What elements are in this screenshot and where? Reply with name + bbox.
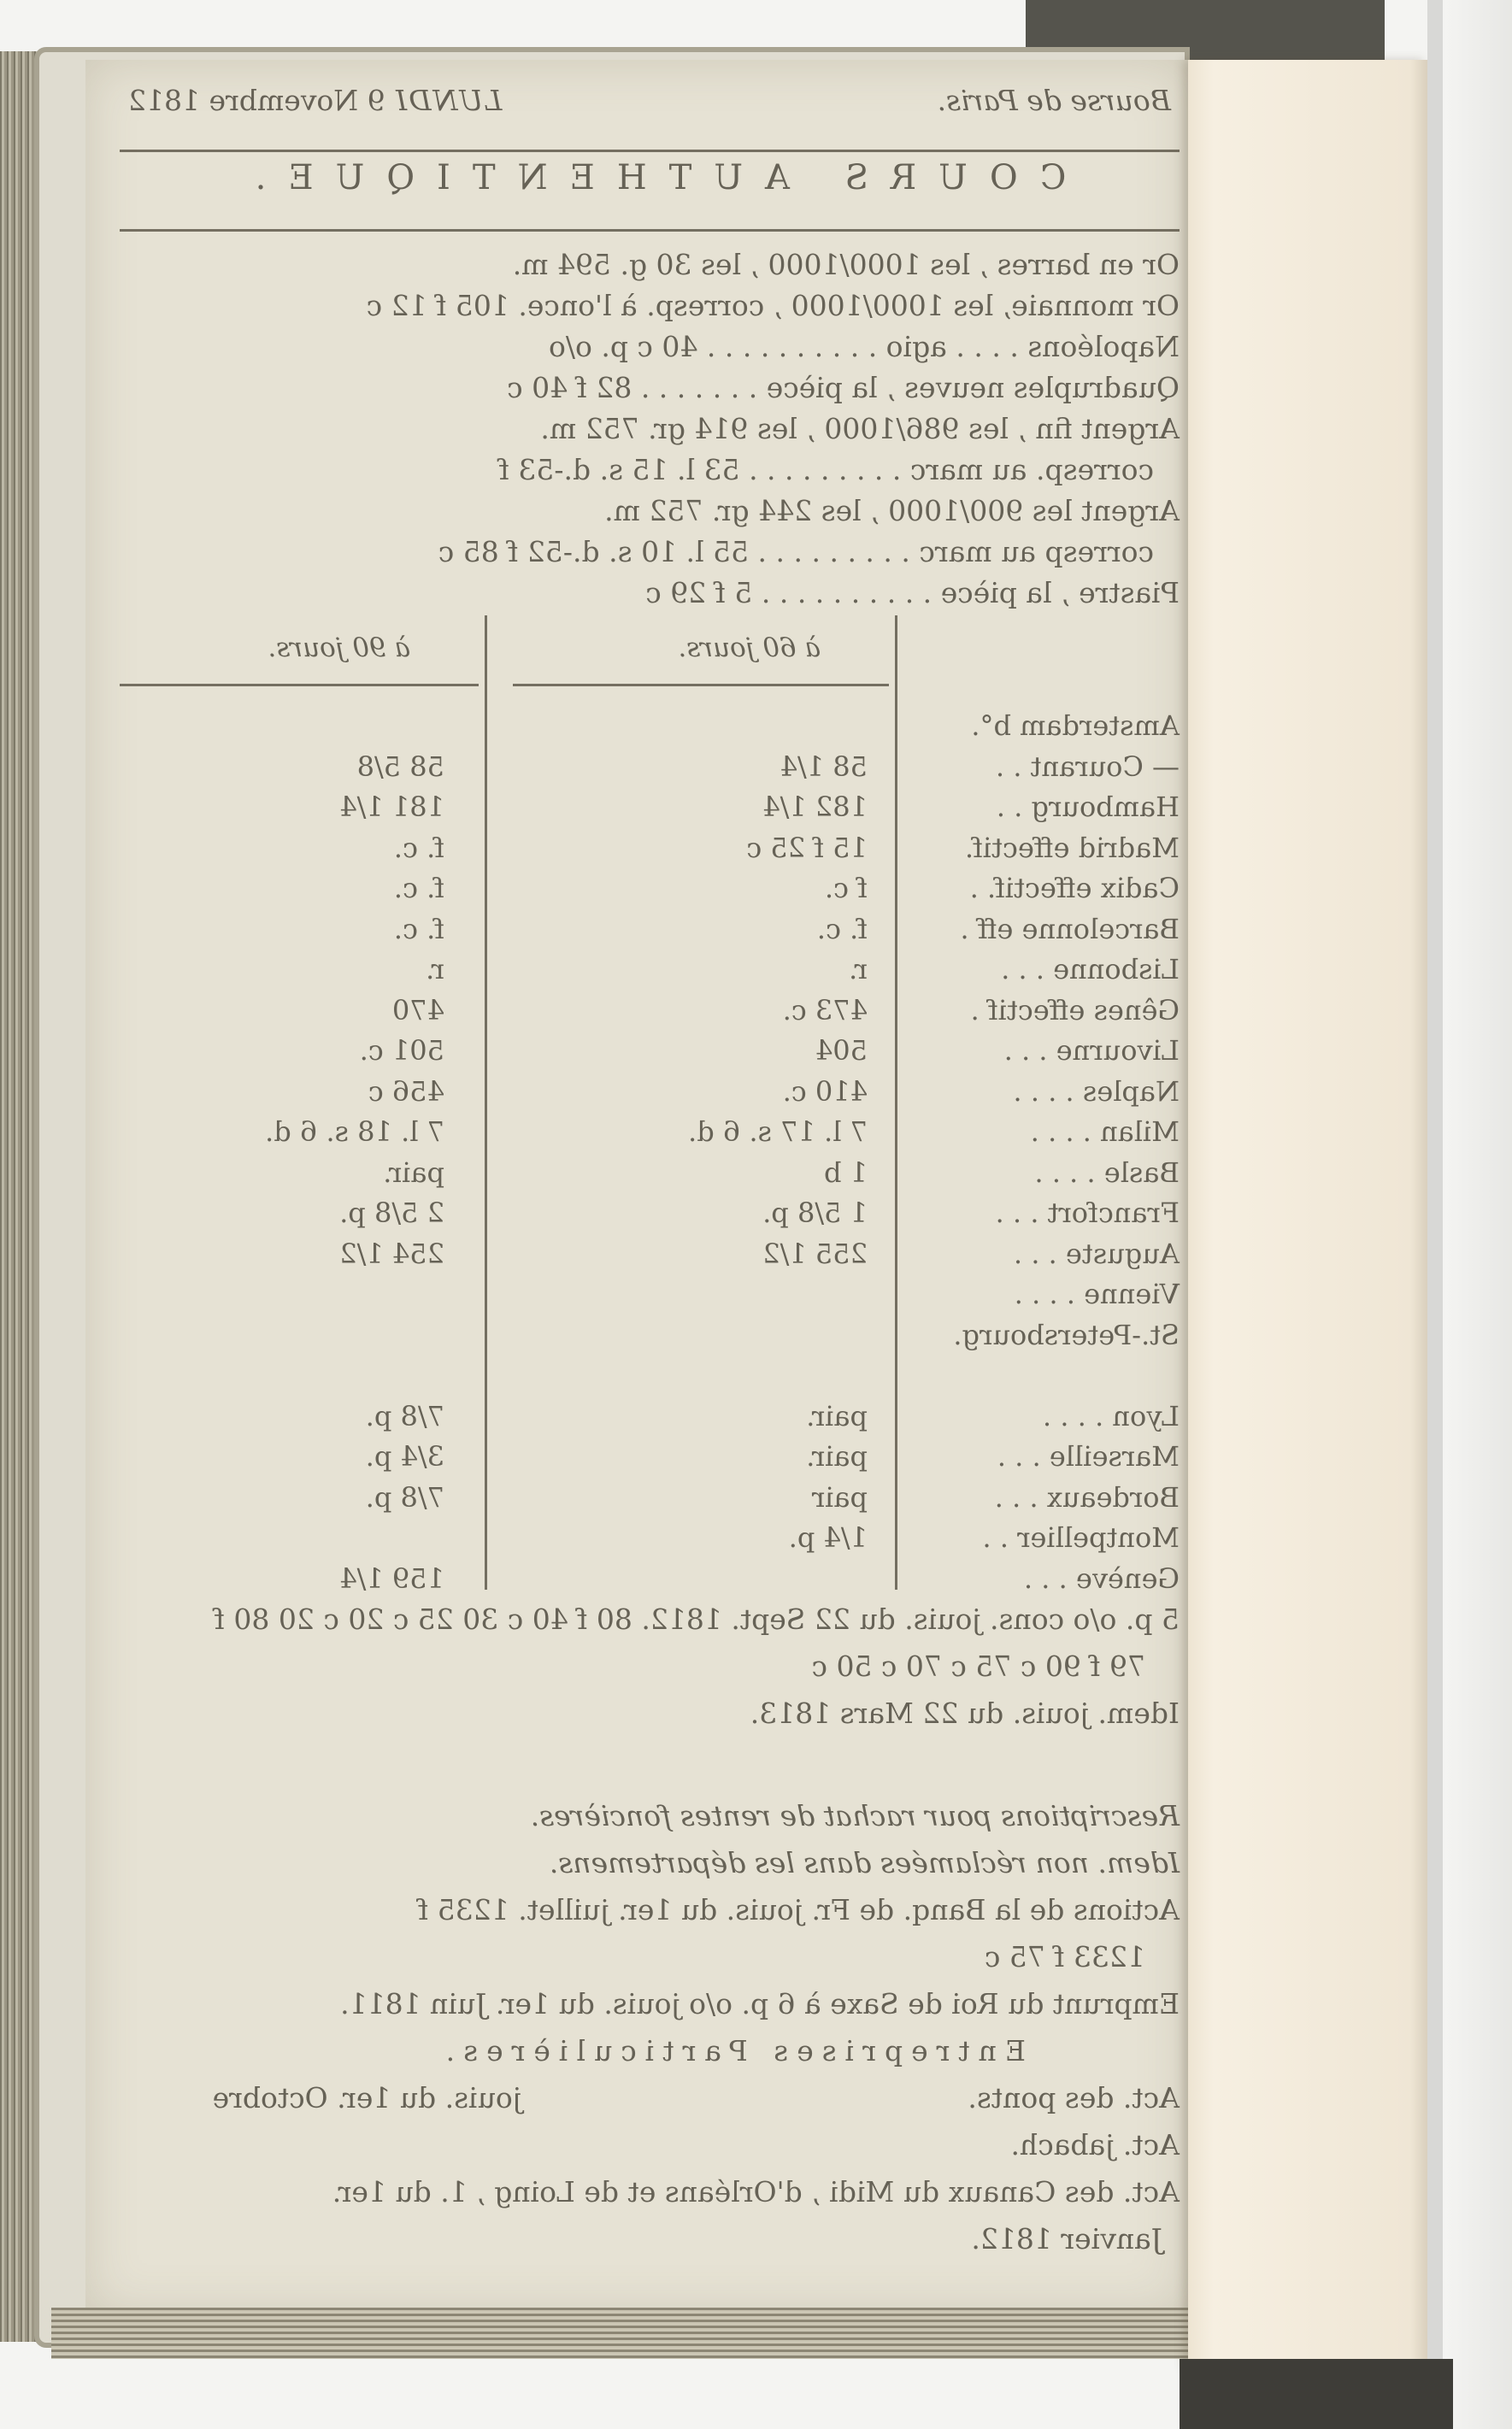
jabach-line: Act. jabach. bbox=[1010, 2128, 1180, 2161]
ponts-label: Act. des ponts. bbox=[968, 2081, 1180, 2114]
exchange-place: Lisbonne . . . bbox=[1001, 953, 1180, 985]
book-bottom-edges bbox=[51, 2308, 1188, 2359]
exchange-place: Bordeaux . . . bbox=[994, 1480, 1180, 1514]
header-date-text: 9 Novembre 1812 bbox=[128, 84, 385, 117]
exchange-90-value: 58 5/8 bbox=[356, 750, 444, 783]
exchange-place: Auguste . . . bbox=[1013, 1237, 1180, 1270]
exchange-60-value: 504 bbox=[815, 1034, 868, 1067]
exchange-90-value: 7/8 p. bbox=[365, 1399, 444, 1432]
exchange-60-value: f. c. bbox=[816, 912, 868, 945]
exchange-90-value: 181 1/4 bbox=[339, 791, 444, 823]
exchange-place: Montpellier . . bbox=[982, 1521, 1180, 1554]
lower-line: 1233 f 75 c bbox=[984, 1940, 1145, 1973]
exchange-60-value: f c. bbox=[824, 872, 868, 904]
ponts-jouis: jouis. du 1er. Octobre bbox=[212, 2081, 521, 2114]
lower-line: Emprunt du Roi de Saxe à 6 p. o/o jouis. du 1er. Juin 1811. bbox=[340, 1987, 1180, 2020]
canaux-line: Act. des Canaux du Midi , d'Orléans et de Loing , 1. du 1er. bbox=[332, 2175, 1180, 2208]
running-header bbox=[120, 84, 1171, 126]
exchange-90-value: 7/8 p. bbox=[365, 1480, 444, 1514]
header-day: LUNDI bbox=[394, 84, 503, 117]
exchange-90-value: r. bbox=[426, 953, 444, 985]
exchange-60-value: 7 l. 17 s. 6 d. bbox=[688, 1115, 868, 1148]
metal-line: Napoléons . . . . agio . . . . . . . . . . 40 c p. o/o bbox=[548, 330, 1180, 363]
exchange-90-value: f. c. bbox=[393, 872, 444, 904]
exchange-90-value: 501 c. bbox=[359, 1034, 444, 1067]
exchange-60-value: r. bbox=[849, 953, 868, 985]
banner-title: COURS AUTHENTIQUE. bbox=[232, 158, 1067, 197]
header-place: Bourse de Paris. bbox=[937, 84, 1171, 117]
exchange-place: Vienne . . . . bbox=[1014, 1278, 1180, 1310]
metal-line: Argent les 900/1000 , les 244 gr. 752 m. bbox=[604, 494, 1180, 527]
exchange-90-value: 254 1/2 bbox=[339, 1237, 444, 1270]
exchange-place: Naples . . . . bbox=[1013, 1074, 1180, 1108]
header-date bbox=[128, 84, 502, 117]
book-binding-bottom bbox=[1180, 2359, 1453, 2429]
exchange-60-value: 58 1/4 bbox=[780, 750, 868, 783]
col-60-header: à 60 jours. bbox=[678, 632, 821, 663]
exchange-90-value: pair. bbox=[383, 1156, 444, 1189]
exchange-60-value: pair. bbox=[806, 1440, 868, 1473]
flap-gap bbox=[1427, 0, 1443, 2429]
rente-line: 79 f 90 c 75 c 70 c 50 c bbox=[811, 1650, 1145, 1683]
exchange-60-value: pair. bbox=[806, 1399, 868, 1432]
exchange-90-value: f. c. bbox=[393, 912, 444, 945]
exchange-60-value: 15 f 25 c bbox=[746, 831, 868, 864]
exchange-60-value: 410 c. bbox=[782, 1074, 868, 1108]
lower-line: Idem. non réclamées dans les départemens. bbox=[549, 1846, 1180, 1879]
exchange-place: Basle . . . . bbox=[1034, 1156, 1180, 1189]
metal-line: Piastre , la pièce . . . . . . . . . . 5 f 29 c bbox=[645, 576, 1180, 609]
exchange-place: Madrid effectif. bbox=[964, 831, 1180, 864]
metal-line: Or monnaie, les 1000/1000 , corresp. à l'once. 105 f 12 c bbox=[366, 289, 1180, 322]
exchange-60-value: 1 b bbox=[823, 1156, 868, 1189]
header-rule bbox=[120, 150, 1180, 152]
metal-line: Quadruples neuves , la pièce . . . . . . . 82 f 40 c bbox=[507, 371, 1180, 404]
exchange-60-value: 1/4 p. bbox=[788, 1521, 868, 1554]
metal-line: corresp au marc . . . . . . . . . 55 l. 10 s. d.-52 f 85 c bbox=[438, 535, 1154, 568]
exchange-90-value: f. c. bbox=[393, 831, 444, 864]
exchange-place: Barcelonne eff . bbox=[960, 912, 1180, 945]
lower-line: Actions de la Banq. de Fr. jouis. du 1er. juillet. 1235 f bbox=[418, 1893, 1180, 1926]
banner-rule bbox=[120, 229, 1180, 232]
exchange-place: Amsterdam b°. bbox=[971, 709, 1180, 742]
exchange-90-value: 470 bbox=[391, 993, 444, 1026]
exchange-90-value: 456 c bbox=[368, 1074, 444, 1108]
col-90-header-rule bbox=[120, 684, 479, 686]
exchange-place: Genève . . . bbox=[1023, 1562, 1180, 1595]
exchange-60-value: 1 5/8 p. bbox=[762, 1197, 868, 1229]
exchange-place: Livourne . . . bbox=[1003, 1034, 1180, 1067]
exchange-60-value: 473 c. bbox=[782, 993, 868, 1026]
exchange-place: Cadix effectif. . bbox=[969, 872, 1180, 904]
exchange-90-value: 2 5/8 p. bbox=[339, 1197, 444, 1229]
exchange-place: Marseille . . . bbox=[997, 1440, 1180, 1473]
mirrored-price-list bbox=[103, 77, 1180, 2299]
exchange-60-value: 182 1/4 bbox=[762, 791, 868, 823]
metal-line: Argent fin , les 986/1000 , les 914 gr. 752 m. bbox=[540, 412, 1180, 445]
exchange-place: Francfort . . . bbox=[995, 1197, 1180, 1229]
exchange-90-value: 7 l. 18 s. 6 d. bbox=[265, 1115, 444, 1148]
col-60-header-rule bbox=[513, 684, 889, 686]
table-column-rule bbox=[895, 615, 897, 1590]
blank-paper-flap bbox=[1188, 60, 1427, 2367]
exchange-place: Milan . . . . bbox=[1030, 1115, 1180, 1148]
exchange-90-value: 159 1/4 bbox=[339, 1562, 444, 1595]
entreprises-title: Entreprises Particulières. bbox=[437, 2034, 1026, 2067]
canaux-line: Janvier 1812. bbox=[971, 2222, 1162, 2256]
exchange-60-value: 255 1/2 bbox=[762, 1237, 868, 1270]
exchange-place: Hambourg . . bbox=[996, 791, 1180, 823]
lower-line: Rescriptions pour rachat de rentes foncières. bbox=[530, 1799, 1180, 1832]
exchange-60-value: pair bbox=[811, 1480, 868, 1514]
metal-line: corresp. au marc . . . . . . . . . 53 l. 15 s. d.-53 f bbox=[498, 453, 1154, 486]
col-90-header: à 90 jours. bbox=[268, 632, 410, 663]
exchange-place: Lyon . . . . bbox=[1042, 1399, 1180, 1432]
metal-line: Or en barres , les 1000/1000 , les 30 g. 594 m. bbox=[512, 248, 1180, 281]
exchange-90-value: 3/4 p. bbox=[365, 1440, 444, 1473]
exchange-place: Gênes effectif . bbox=[970, 993, 1180, 1026]
table-column-rule bbox=[485, 615, 487, 1590]
rente-line: 5 p. o/o cons. jouis. du 22 Sept. 1812. 80 f 40 c 30 25 c 20 c 20 80 f bbox=[214, 1603, 1180, 1636]
exchange-place: St.-Petersbourg. bbox=[953, 1318, 1180, 1351]
exchange-place: — Courant . . bbox=[995, 750, 1180, 783]
rente-line: Idem. jouis. du 22 Mars 1813. bbox=[750, 1697, 1180, 1730]
